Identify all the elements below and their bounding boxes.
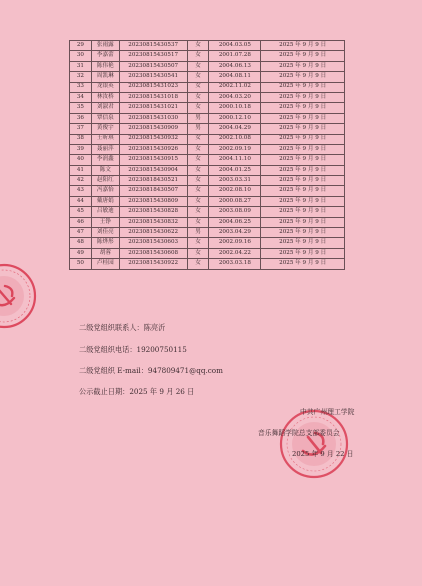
student-name-cell: 胡蓉 [91, 248, 119, 258]
gender-cell: 男 [187, 113, 209, 123]
gender-cell: 女 [187, 196, 209, 206]
approval-date-cell: 2025 年 9 月 9 日 [261, 165, 345, 175]
gender-cell: 男 [187, 228, 209, 238]
birth-date-cell: 2000.10.18 [209, 103, 261, 113]
table-row [70, 82, 345, 92]
row-number-cell: 38 [70, 134, 92, 144]
approval-date-cell: 2025 年 9 月 9 日 [261, 207, 345, 217]
gender-cell: 女 [187, 176, 209, 186]
table-row [70, 207, 345, 217]
row-number-cell: 31 [70, 61, 92, 71]
gender-cell: 女 [187, 51, 209, 61]
student-name-cell: 王铮 [91, 217, 119, 227]
birth-date-cell: 2004.01.25 [209, 165, 261, 175]
gender-cell: 女 [187, 92, 209, 102]
student-name-cell: 李嘉蕾 [91, 51, 119, 61]
roster-table [69, 40, 345, 270]
approval-date-cell: 2025 年 9 月 9 日 [261, 103, 345, 113]
gender-cell: 女 [187, 134, 209, 144]
birth-date-cell: 2002.08.10 [209, 186, 261, 196]
student-name-cell: 陈文 [91, 165, 119, 175]
student-id-cell: 20230815430809 [119, 196, 187, 206]
deadline-text: 公示截止日期：2025 年 9 月 26 日 [79, 387, 195, 396]
row-number-cell: 34 [70, 92, 92, 102]
table-row [70, 186, 345, 196]
student-name-cell: 覃信泉 [91, 113, 119, 123]
birth-date-cell: 2004.03.20 [209, 92, 261, 102]
table-row [70, 228, 345, 238]
birth-date-cell: 2004.11.10 [209, 155, 261, 165]
gender-cell: 女 [187, 144, 209, 154]
row-number-cell: 37 [70, 124, 92, 134]
table-row [70, 124, 345, 134]
gender-cell: 女 [187, 248, 209, 258]
signature-org: 中共广州理工学院 [300, 408, 355, 416]
student-name-cell: 吕敏迪 [91, 207, 119, 217]
signature-date: 2025 年 9 月 22 日 [292, 450, 354, 458]
table-row [70, 92, 345, 102]
approval-date-cell: 2025 年 9 月 9 日 [261, 51, 345, 61]
birth-date-cell: 2004.06.13 [209, 61, 261, 71]
student-name-cell: 刘淑君 [91, 103, 119, 113]
student-id-cell: 20230815430608 [119, 248, 187, 258]
birth-date-cell: 2003.08.09 [209, 207, 261, 217]
table-row [70, 196, 345, 206]
table-row [70, 155, 345, 165]
birth-date-cell: 2001.07.28 [209, 51, 261, 61]
approval-date-cell: 2025 年 9 月 9 日 [261, 82, 345, 92]
gender-cell: 女 [187, 72, 209, 82]
student-name-cell: 林汝桥 [91, 92, 119, 102]
student-name-cell: 陈烨彤 [91, 238, 119, 248]
birth-date-cell: 2004.04.29 [209, 124, 261, 134]
birth-date-cell: 2002.09.19 [209, 144, 261, 154]
student-name-cell: 戴唐娟 [91, 196, 119, 206]
gender-cell: 女 [187, 165, 209, 175]
student-id-cell: 20230818430507 [119, 186, 187, 196]
student-id-cell: 20230815430922 [119, 259, 187, 269]
row-number-cell: 50 [70, 259, 92, 269]
student-name-cell: 陈伟艳 [91, 61, 119, 71]
birth-date-cell: 2004.06.25 [209, 217, 261, 227]
student-id-cell: 20230815430603 [119, 238, 187, 248]
birth-date-cell: 2003.04.29 [209, 228, 261, 238]
roster-body [70, 41, 345, 270]
birth-date-cell: 2002.04.22 [209, 248, 261, 258]
student-name-cell: 刘佳亮 [91, 228, 119, 238]
table-row [70, 165, 345, 175]
student-id-cell: 20230815430541 [119, 72, 187, 82]
approval-date-cell: 2025 年 9 月 9 日 [261, 61, 345, 71]
row-number-cell: 32 [70, 72, 92, 82]
row-number-cell: 47 [70, 228, 92, 238]
gender-cell: 男 [187, 124, 209, 134]
gender-cell: 女 [187, 238, 209, 248]
gender-cell: 女 [187, 103, 209, 113]
approval-date-cell: 2025 年 9 月 9 日 [261, 248, 345, 258]
approval-date-cell: 2025 年 9 月 9 日 [261, 92, 345, 102]
seal-right-stamp-icon [278, 408, 350, 480]
row-number-cell: 48 [70, 238, 92, 248]
row-number-cell: 43 [70, 186, 92, 196]
row-number-cell: 29 [70, 41, 92, 51]
student-name-cell: 周凯琳 [91, 72, 119, 82]
row-number-cell: 33 [70, 82, 92, 92]
birth-date-cell: 2004.03.05 [209, 41, 261, 51]
student-name-cell: 黄俊宇 [91, 124, 119, 134]
table-row [70, 103, 345, 113]
student-id-cell: 20230815430926 [119, 144, 187, 154]
row-number-cell: 44 [70, 196, 92, 206]
student-name-cell: 赵阳红 [91, 176, 119, 186]
gender-cell: 女 [187, 217, 209, 227]
gender-cell: 女 [187, 155, 209, 165]
gender-cell: 女 [187, 82, 209, 92]
row-number-cell: 46 [70, 217, 92, 227]
approval-date-cell: 2025 年 9 月 9 日 [261, 124, 345, 134]
student-name-cell: 李润鑫 [91, 155, 119, 165]
student-name-cell: 龙银英 [91, 82, 119, 92]
gender-cell: 女 [187, 61, 209, 71]
approval-date-cell: 2025 年 9 月 9 日 [261, 144, 345, 154]
gender-cell: 女 [187, 207, 209, 217]
student-name-cell: 冯嘉怡 [91, 186, 119, 196]
student-id-cell: 20230815430828 [119, 207, 187, 217]
student-id-cell: 20230818430521 [119, 176, 187, 186]
approval-date-cell: 2025 年 9 月 9 日 [261, 155, 345, 165]
row-number-cell: 42 [70, 176, 92, 186]
row-number-cell: 41 [70, 165, 92, 175]
student-name-cell: 卢桂园 [91, 259, 119, 269]
approval-date-cell: 2025 年 9 月 9 日 [261, 186, 345, 196]
table-row [70, 51, 345, 61]
approval-date-cell: 2025 年 9 月 9 日 [261, 259, 345, 269]
table-row [70, 61, 345, 71]
gender-cell: 女 [187, 186, 209, 196]
table-row [70, 41, 345, 51]
student-id-cell: 20230815430832 [119, 217, 187, 227]
contact-email: 二级党组织 E-mail：947809471@qq.com [79, 366, 223, 375]
seal-left-stamp-icon [0, 262, 38, 330]
student-id-cell: 20230815431018 [119, 92, 187, 102]
row-number-cell: 36 [70, 113, 92, 123]
approval-date-cell: 2025 年 9 月 9 日 [261, 196, 345, 206]
student-id-cell: 20230815430507 [119, 61, 187, 71]
birth-date-cell: 2002.09.16 [209, 238, 261, 248]
student-id-cell: 20230815430909 [119, 124, 187, 134]
table-row [70, 72, 345, 82]
approval-date-cell: 2025 年 9 月 9 日 [261, 217, 345, 227]
birth-date-cell: 2003.03.18 [209, 259, 261, 269]
table-row [70, 176, 345, 186]
gender-cell: 女 [187, 41, 209, 51]
contact-phone: 二级党组织电话：19200750115 [79, 345, 187, 354]
student-id-cell: 20230815431023 [119, 82, 187, 92]
table-row [70, 144, 345, 154]
student-id-cell: 20230815430517 [119, 51, 187, 61]
row-number-cell: 40 [70, 155, 92, 165]
approval-date-cell: 2025 年 9 月 9 日 [261, 176, 345, 186]
table-row [70, 113, 345, 123]
table-row [70, 259, 345, 269]
approval-date-cell: 2025 年 9 月 9 日 [261, 41, 345, 51]
table-row [70, 248, 345, 258]
row-number-cell: 30 [70, 51, 92, 61]
student-name-cell: 聂丽萍 [91, 144, 119, 154]
contact-person: 二级党组织联系人：陈亮沂 [79, 323, 166, 332]
approval-date-cell: 2025 年 9 月 9 日 [261, 72, 345, 82]
approval-date-cell: 2025 年 9 月 9 日 [261, 134, 345, 144]
student-id-cell: 20230815431030 [119, 113, 187, 123]
row-number-cell: 39 [70, 144, 92, 154]
student-id-cell: 20230815430537 [119, 41, 187, 51]
row-number-cell: 35 [70, 103, 92, 113]
table-row [70, 217, 345, 227]
student-name-cell: 张雨露 [91, 41, 119, 51]
student-id-cell: 20230815430915 [119, 155, 187, 165]
birth-date-cell: 2002.11.02 [209, 82, 261, 92]
birth-date-cell: 2002.10.08 [209, 134, 261, 144]
birth-date-cell: 2003.03.31 [209, 176, 261, 186]
table-row [70, 238, 345, 248]
approval-date-cell: 2025 年 9 月 9 日 [261, 228, 345, 238]
birth-date-cell: 2004.08.11 [209, 72, 261, 82]
signature-committee: 音乐舞蹈学院总支部委员会 [258, 429, 340, 437]
student-id-cell: 20230815431021 [119, 103, 187, 113]
approval-date-cell: 2025 年 9 月 9 日 [261, 113, 345, 123]
row-number-cell: 45 [70, 207, 92, 217]
gender-cell: 女 [187, 259, 209, 269]
student-id-cell: 20230815430932 [119, 134, 187, 144]
table-row [70, 134, 345, 144]
birth-date-cell: 2000.08.27 [209, 196, 261, 206]
approval-date-cell: 2025 年 9 月 9 日 [261, 238, 345, 248]
row-number-cell: 49 [70, 248, 92, 258]
student-name-cell: 王昕琪 [91, 134, 119, 144]
student-id-cell: 20230815430622 [119, 228, 187, 238]
student-id-cell: 20230815430904 [119, 165, 187, 175]
birth-date-cell: 2000.12.10 [209, 113, 261, 123]
